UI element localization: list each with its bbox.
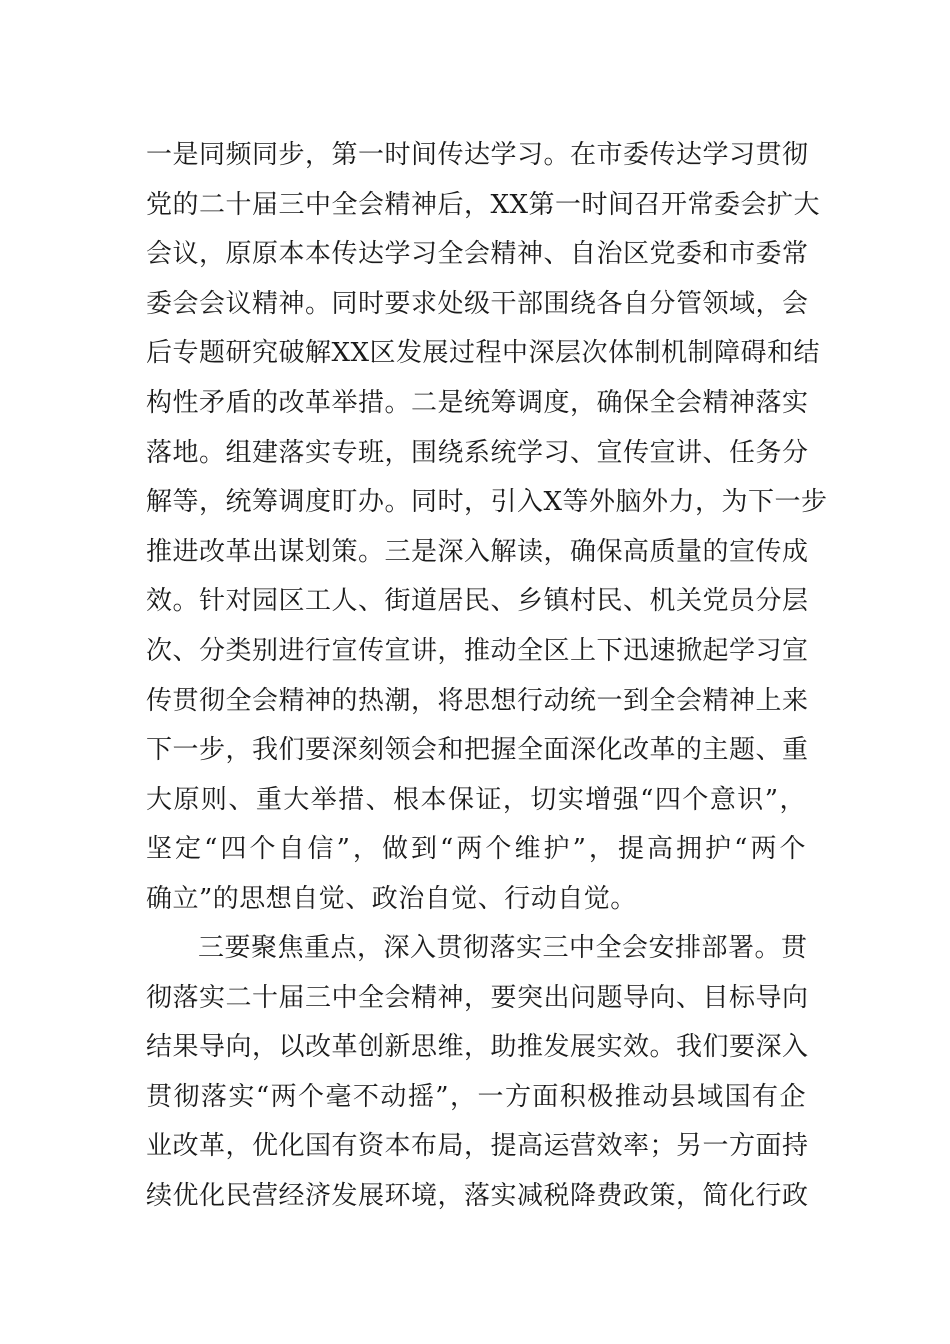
text-line: 传贯彻全会精神的热潮，将思想行动统一到全会精神上来 bbox=[146, 685, 809, 716]
text-line: 会议，原原本本传达学习全会精神、自治区党委和市委常 bbox=[146, 239, 809, 270]
text-line: 次、分类别进行宣传宣讲，推动全区上下迅速掀起学习宣 bbox=[146, 635, 809, 666]
text-line: 一是同频同步，第一时间传达学习。在市委传达学习贯彻 bbox=[146, 140, 809, 170]
paragraph-2 bbox=[146, 924, 809, 1222]
text-line: 结果导向，以改革创新思维，助推发展实效。我们要深入 bbox=[146, 1032, 809, 1063]
text-line: 贯彻落实“两个毫不动摇”，一方面积极推动县域国有企 bbox=[146, 1081, 806, 1112]
text-line: 大原则、重大举措、根本保证，切实增强“四个意识”， bbox=[146, 784, 806, 815]
text-line: 构性矛盾的改革举措。二是统筹调度，确保全会精神落实 bbox=[146, 387, 809, 418]
text-line: 确立”的思想自觉、政治自觉、行动自觉。 bbox=[146, 883, 637, 914]
text-line: 落地。组建落实专班，围绕系统学习、宣传宣讲、任务分 bbox=[146, 437, 809, 468]
text-line: 委会会议精神。同时要求处级干部围绕各自分管领域，会 bbox=[146, 288, 809, 319]
text-line: 续优化民营经济发展环境，落实减税降费政策，简化行政 bbox=[146, 1180, 809, 1211]
text-line: 彻落实二十届三中全会精神，要突出问题导向、目标导向 bbox=[146, 982, 809, 1013]
text-line: 解等，统筹调度盯办。同时，引入X等外脑外力，为下一步 bbox=[146, 487, 828, 518]
text-line: 推进改革出谋划策。三是深入解读，确保高质量的宣传成 bbox=[146, 536, 809, 567]
text-line: 后专题研究破解XX区发展过程中深层次体制机制障碍和结 bbox=[146, 338, 821, 369]
text-line: 党的二十届三中全会精神后，XX第一时间召开常委会扩大 bbox=[146, 189, 821, 220]
text-line: 坚定“四个自信”，做到“两个维护”，提高拥护“两个 bbox=[146, 834, 806, 865]
text-line: 业改革，优化国有资本布局，提高运营效率；另一方面持 bbox=[146, 1131, 809, 1162]
text-line: 效。针对园区工人、街道居民、乡镇村民、机关党员分层 bbox=[146, 586, 809, 617]
paragraph-1 bbox=[146, 131, 828, 925]
text-line: 三要聚焦重点，深入贯彻落实三中全会安排部署。贯 bbox=[198, 933, 808, 963]
text-line: 下一步，我们要深刻领会和把握全面深化改革的主题、重 bbox=[146, 735, 809, 766]
